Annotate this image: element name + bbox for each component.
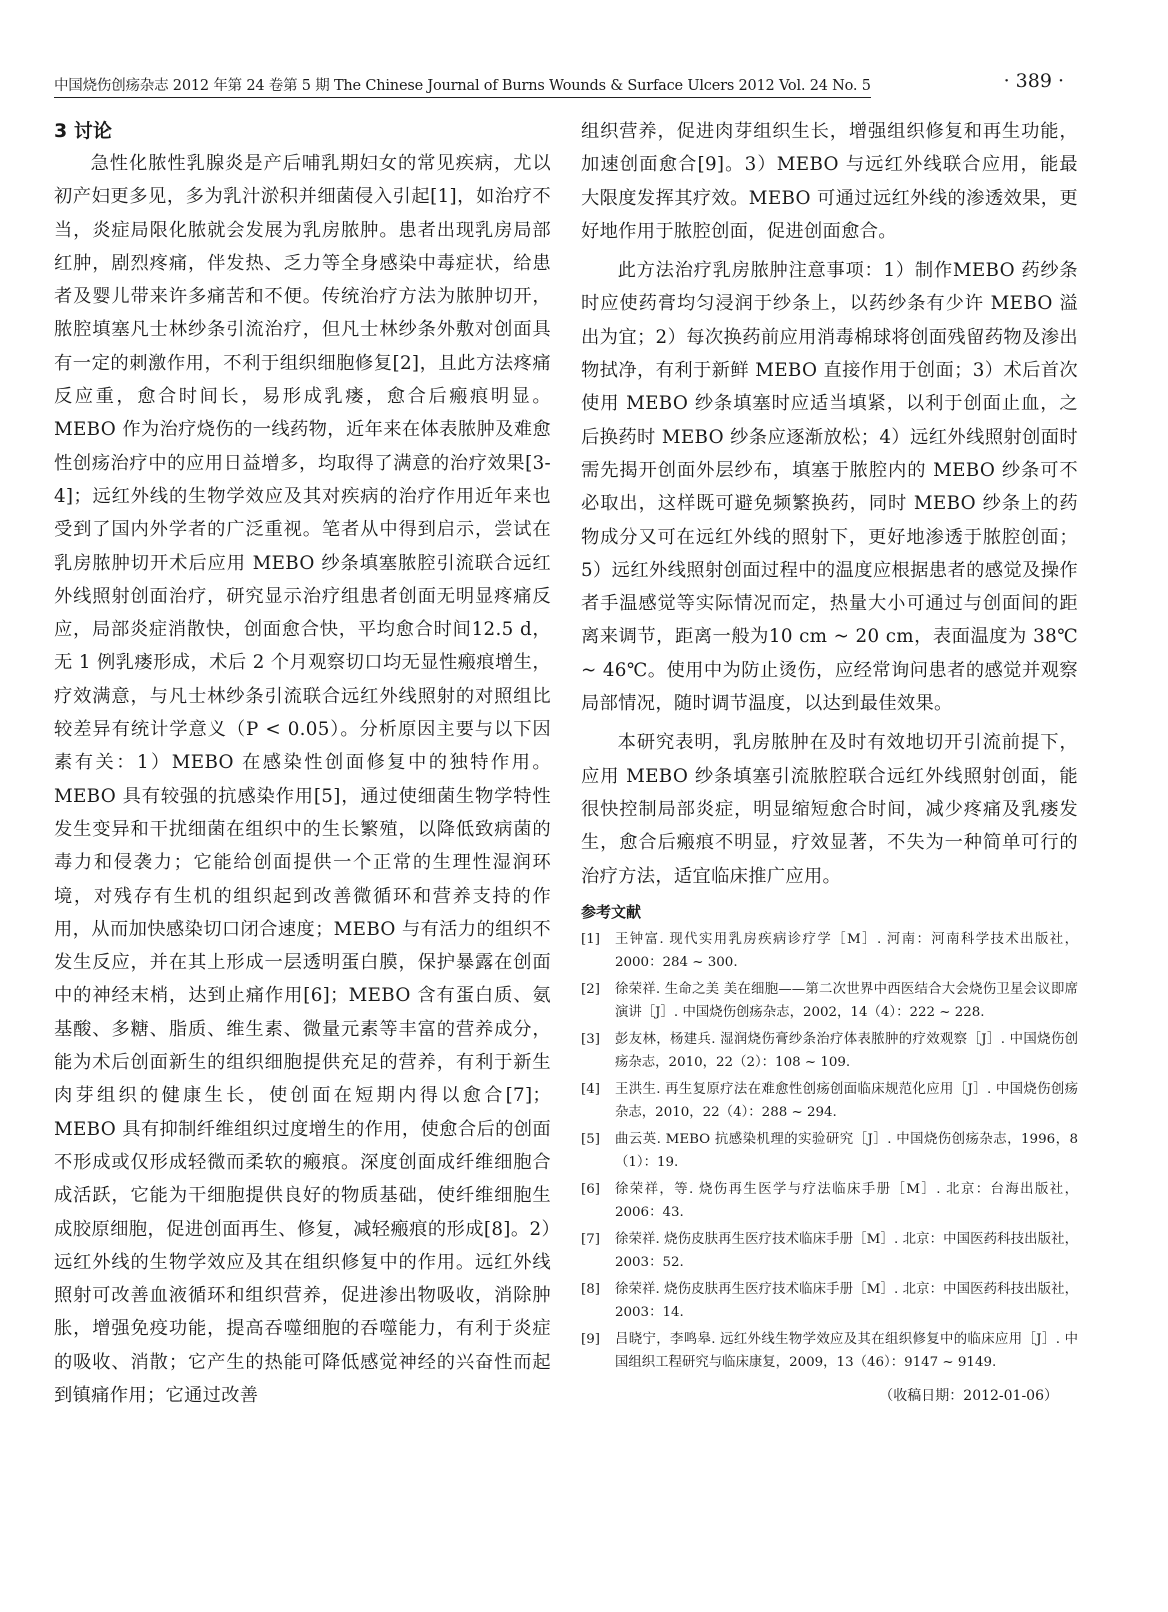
reference-item <box>581 928 1078 975</box>
reference-item <box>581 1278 1078 1325</box>
reference-text: 徐荣祥. 烧伤皮肤再生医疗技术临床手册［M］. 北京：中国医药科技出版社，2003：14. <box>615 1281 1078 1321</box>
received-date: （收稿日期：2012-01-06） <box>879 1387 1058 1404</box>
right-column <box>581 115 1078 1405</box>
body-paragraph: 本研究表明，乳房脓肿在及时有效地切开引流前提下，应用 MEBO 纱条填塞引流脓腔联合远红外线照射创面，能很快控制局部炎症，明显缩短愈合时间，减少疼痛及乳瘘发生，愈合后瘢痕不明显，疗效显著，不失为一种简单可行的治疗方法，适宜临床推广应用。 <box>581 732 1078 887</box>
reference-item <box>581 978 1078 1025</box>
reference-number: [5] <box>581 1131 600 1147</box>
reference-number: [7] <box>581 1231 600 1247</box>
body-paragraph: 此方法治疗乳房脓肿注意事项：1）制作MEBO 药纱条时应使药膏均匀浸润于纱条上，以药纱条有少许 MEBO 溢出为宜；2）每次换药前应用消毒棉球将创面残留药物及渗出物拭净，有利于新鲜 MEBO 直接作用于创面；3）术后首次使用 MEBO 纱条填塞时应适当填紧，以利于创面止血，之后换药时 MEBO 纱条应逐渐放松；4）远红外线照射创面时需先揭开创面外层纱布，填塞于脓腔内的 MEBO 纱条可不必取出，这样既可避免频繁换药，同时 MEBO 纱条上的药物成分又可在远红外线的照射下，更好地渗透于脓腔创面；5）远红外线照射创面过程中的温度应根据患者的感觉及操作者手温感觉等实际情况而定，热量大小可通过与创面间的距离来调节，距离一般为10 cm ~ 20 cm，表面温度为 38℃ ~ 46℃。使用中为防止烫伤，应经常询问患者的感觉并观察局部情况，随时调节温度，以达到最佳效果。 <box>581 260 1078 715</box>
section-heading: 3 讨论 <box>54 120 112 142</box>
reference-number: [8] <box>581 1281 600 1297</box>
reference-item <box>581 1228 1078 1275</box>
references-heading: 参考文献 <box>581 902 642 921</box>
reference-number: [6] <box>581 1181 600 1197</box>
reference-item <box>581 1078 1078 1125</box>
reference-number: [1] <box>581 931 600 947</box>
reference-text: 王洪生. 再生复原疗法在难愈性创疡创面临床规范化应用［J］. 中国烧伤创疡杂志，2010，22（4）：288 ~ 294. <box>615 1081 1078 1121</box>
body-paragraph: 急性化脓性乳腺炎是产后哺乳期妇女的常见疾病，尤以初产妇更多见，多为乳汁淤积并细菌侵入引起[1]，如治疗不当，炎症局限化脓就会发展为乳房脓肿。患者出现乳房局部红肿，剧烈疼痛，伴发热、乏力等全身感染中毒症状，给患者及婴儿带来许多痛苦和不便。传统治疗方法为脓肿切开，脓腔填塞凡士林纱条引流治疗，但凡士林纱条外敷对创面具有一定的刺激作用，不利于组织细胞修复[2]，且此方法疼痛反应重，愈合时间长，易形成乳瘘，愈合后瘢痕明显。MEBO 作为治疗烧伤的一线药物，近年来在体表脓肿及难愈性创疡治疗中的应用日益增多，均取得了满意的治疗效果[3-4]；远红外线的生物学效应及其对疾病的治疗作用近年来也受到了国内外学者的广泛重视。笔者从中得到启示，尝试在乳房脓肿切开术后应用 MEBO 纱条填塞脓腔引流联合远红外线照射创面治疗，研究显示治疗组患者创面无明显疼痛反应，局部炎症消散快，创面愈合快，平均愈合时间12.5 d，无 1 例乳瘘形成，术后 2 个月观察切口均无显性瘢痕增生，疗效满意，与凡士林纱条引流联合远红外线照射的对照组比较差异有统计学意义（P < 0.05）。分析原因主要与以下因素有关：1）MEBO 在感染性创面修复中的独特作用。MEBO 具有较强的抗感染作用[5]，通过使细菌生物学特性发生变异和干扰细菌在组织中的生长繁殖，以降低致病菌的毒力和侵袭力；它能给创面提供一个正常的生理性湿润环境，对残存有生机的组织起到改善微循环和营养支持的作用，从而加快感染切口闭合速度；MEBO 与有活力的组织不发生反应，并在其上形成一层透明蛋白膜，保护暴露在创面中的神经末梢，达到止痛作用[6]；MEBO 含有蛋白质、氨基酸、多糖、脂质、维生素、微量元素等丰富的营养成分，能为术后创面新生的组织细胞提供充足的营养，有利于新生肉芽组织的健康生长，使创面在短期内得以愈合[7]；MEBO 具有抑制纤维组织过度增生的作用，使愈合后的创面不形成或仅形成轻微而柔软的瘢痕。深度创面成纤维细胞合成活跃，它能为干细胞提供良好的物质基础，使纤维细胞生成胶原细胞，促进创面再生、修复，减轻瘢痕的形成[8]。2）远红外线的生物学效应及其在组织修复中的作用。远红外线照射可改善血液循环和组织营养，促进渗出物吸收，消除肿胀，增强免疫功能，提高吞噬细胞的吞噬能力，有利于炎症的吸收、消散；它产生的热能可降低感觉神经的兴奋性而起到镇痛作用；它通过改善 <box>54 153 551 1406</box>
reference-text: 徐荣祥，等. 烧伤再生医学与疗法临床手册［M］. 北京：台海出版社，2006：43. <box>615 1181 1078 1221</box>
reference-text: 徐荣祥. 烧伤皮肤再生医疗技术临床手册［M］. 北京：中国医药科技出版社，2003：52. <box>615 1231 1078 1271</box>
reference-item <box>581 1028 1078 1075</box>
reference-number: [4] <box>581 1081 600 1097</box>
reference-item <box>581 1328 1078 1375</box>
reference-text: 王钟富. 现代实用乳房疾病诊疗学［M］. 河南：河南科学技术出版社，2000：284 ~ 300. <box>615 931 1078 971</box>
journal-citation-line: 中国烧伤创疡杂志 2012 年第 24 卷第 5 期 The Chinese Journal of Burns Wounds & Surface Ulcers 2012 Vol. 24 No. 5 <box>54 74 871 98</box>
reference-number: [3] <box>581 1031 600 1047</box>
reference-text: 徐荣祥. 生命之美 美在细胞——第二次世界中西医结合大会烧伤卫星会议即席演讲［J］. 中国烧伤创疡杂志，2002，14（4）：222 ~ 228. <box>615 981 1078 1021</box>
reference-number: [2] <box>581 981 600 997</box>
reference-number: [9] <box>581 1331 600 1347</box>
reference-list <box>581 928 1078 1375</box>
running-header <box>54 70 1064 96</box>
reference-text: 曲云英. MEBO 抗感染机理的实验研究［J］. 中国烧伤创疡杂志，1996，8（1）：19. <box>615 1131 1078 1171</box>
left-column <box>54 115 551 1412</box>
continued-paragraph: 组织营养，促进肉芽组织生长，增强组织修复和再生功能，加速创面愈合[9]。3）MEBO 与远红外线联合应用，能最大限度发挥其疗效。MEBO 可通过远红外线的渗透效果，更好地作用于脓腔创面，促进创面愈合。 <box>581 121 1078 242</box>
reference-text: 彭友林，杨建兵. 湿润烧伤膏纱条治疗体表脓肿的疗效观察［J］. 中国烧伤创疡杂志，2010，22（2）：108 ~ 109. <box>615 1031 1078 1071</box>
reference-item <box>581 1128 1078 1175</box>
page-number: · 389 · <box>1003 70 1064 92</box>
reference-item <box>581 1178 1078 1225</box>
reference-text: 吕晓宁，李鸣皋. 远红外线生物学效应及其在组织修复中的临床应用［J］. 中国组织工程研究与临床康复，2009，13（46）：9147 ~ 9149. <box>615 1331 1078 1371</box>
